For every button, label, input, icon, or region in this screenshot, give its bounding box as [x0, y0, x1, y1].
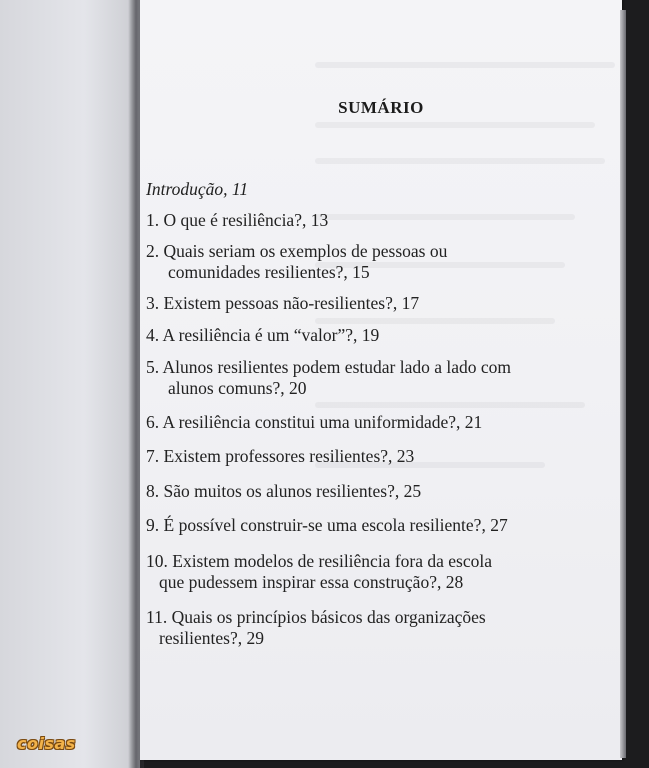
toc-entry-3: [146, 293, 586, 314]
toc-entry-8: [146, 481, 586, 502]
toc-entry-10: [146, 551, 586, 593]
toc-entry-1: [146, 210, 586, 231]
toc-entry-6: [146, 412, 586, 433]
toc-entry-line2: comunidades resilientes?, 15: [168, 262, 370, 282]
toc-entry-line1: 10. Existem modelos de resiliência fora da escola: [146, 551, 492, 571]
toc-entry-text: 6. A resiliência constitui uma uniformidade?, 21: [146, 412, 483, 432]
toc-entry-text: 8. São muitos os alunos resilientes?, 25: [146, 481, 422, 501]
toc-entry-line2: que pudessem inspirar essa construção?, 28: [159, 572, 464, 592]
toc-entry-9: [146, 515, 586, 536]
toc-entry-5: [146, 357, 586, 399]
toc-entry-text: Introdução, 11: [146, 179, 249, 199]
toc-entry-4: [146, 325, 586, 346]
toc-entry-text: 9. É possível construir-se uma escola resiliente?, 27: [146, 515, 508, 535]
toc-entry-text: 4. A resiliência é um “valor”?, 19: [146, 325, 380, 345]
toc-entry-text: 1. O que é resiliência?, 13: [146, 210, 329, 230]
toc-entry-line2: alunos comuns?, 20: [168, 378, 307, 398]
toc-entry-7: [146, 446, 586, 467]
toc-entry-11: [146, 607, 586, 649]
toc-entry-text: 3. Existem pessoas não-resilientes?, 17: [146, 293, 420, 313]
toc-entry-text: 7. Existem professores resilientes?, 23: [146, 446, 415, 466]
left-page: [0, 0, 140, 768]
toc-entry-line1: 5. Alunos resilientes podem estudar lado a lado com: [146, 357, 511, 377]
toc-entry-introduction: [146, 179, 586, 200]
page-title: SUMÁRIO: [338, 98, 424, 117]
toc-entry-line1: 2. Quais seriam os exemplos de pessoas ou: [146, 241, 448, 261]
toc-entry-line1: 11. Quais os princípios básicos das organizações: [146, 607, 486, 627]
page-edge: [620, 10, 626, 758]
toc-entry-line2: resilientes?, 29: [159, 628, 264, 648]
toc-entry-2: [146, 241, 586, 283]
watermark-logo: coisas: [17, 734, 76, 753]
